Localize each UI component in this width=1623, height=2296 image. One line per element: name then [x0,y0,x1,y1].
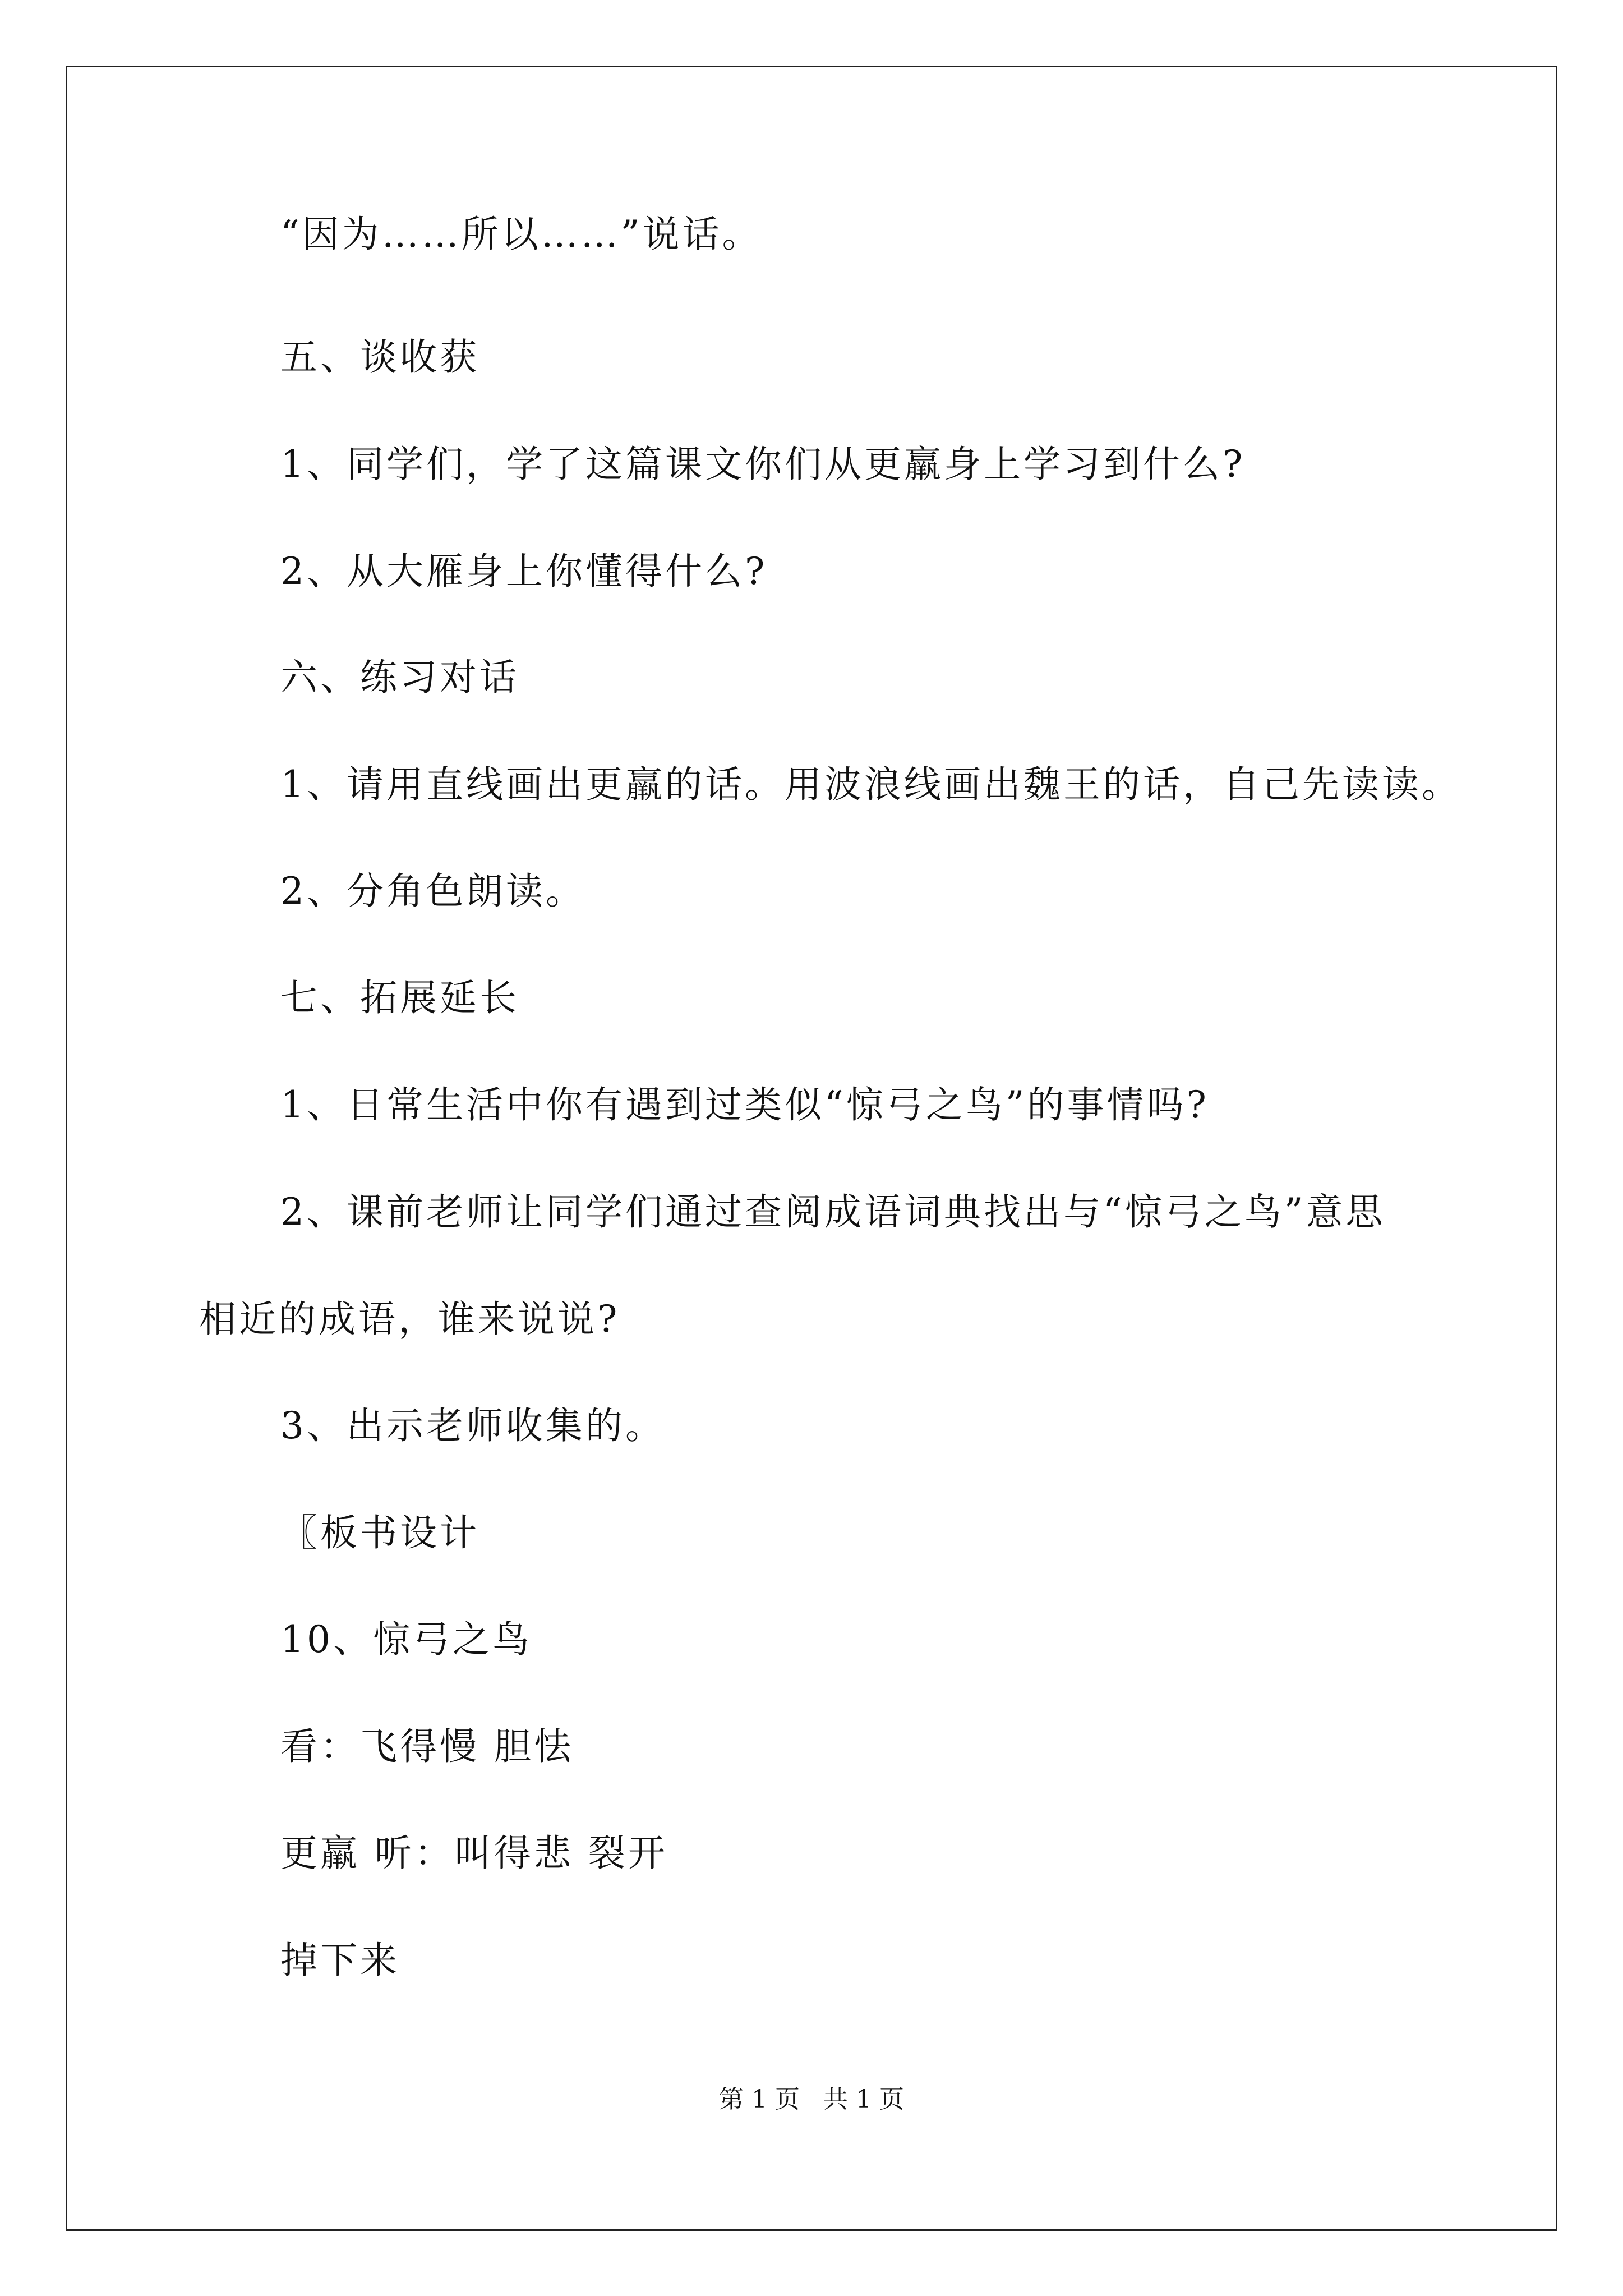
text-line-dialogue-2: 2、分角色朗读。 [280,869,585,913]
board-line-listen: 更羸 听：叫得悲 裂开 [280,1832,668,1875]
text-line-extension-3: 3、出示老师收集的。 [280,1404,665,1447]
text-line-extension-2-cont: 相近的成语，谁来说说? [199,1297,620,1341]
text-line-dialogue-1: 1、请用直线画出更羸的话。用波浪线画出魏王的话，自己先读读。 [280,763,1461,806]
section-heading-board-design: 〖板书设计 [280,1511,479,1554]
board-line-look: 看：飞得慢 胆怯 [280,1725,574,1768]
text-line-1: “因为……所以……”说话。 [280,213,762,256]
section-heading-extension: 七、拓展延长 [280,976,519,1019]
section-heading-dialogue: 六、练习对话 [280,656,519,699]
text-line-question-2: 2、从大雁身上你懂得什么? [280,550,768,593]
board-title: 10、惊弓之鸟 [280,1618,532,1661]
page-number-footer: 第 1 页 共 1 页 [719,2085,904,2114]
text-line-question-1: 1、同学们，学了这篇课文你们从更羸身上学习到什么? [280,443,1246,486]
text-line-extension-1: 1、日常生活中你有遇到过类似“惊弓之鸟”的事情吗? [280,1083,1209,1126]
section-heading-harvest: 五、谈收获 [280,335,479,379]
text-line-extension-2: 2、课前老师让同学们通过查阅成语词典找出与“惊弓之鸟”意思 [280,1190,1386,1234]
board-line-fall: 掉下来 [280,1939,400,1982]
